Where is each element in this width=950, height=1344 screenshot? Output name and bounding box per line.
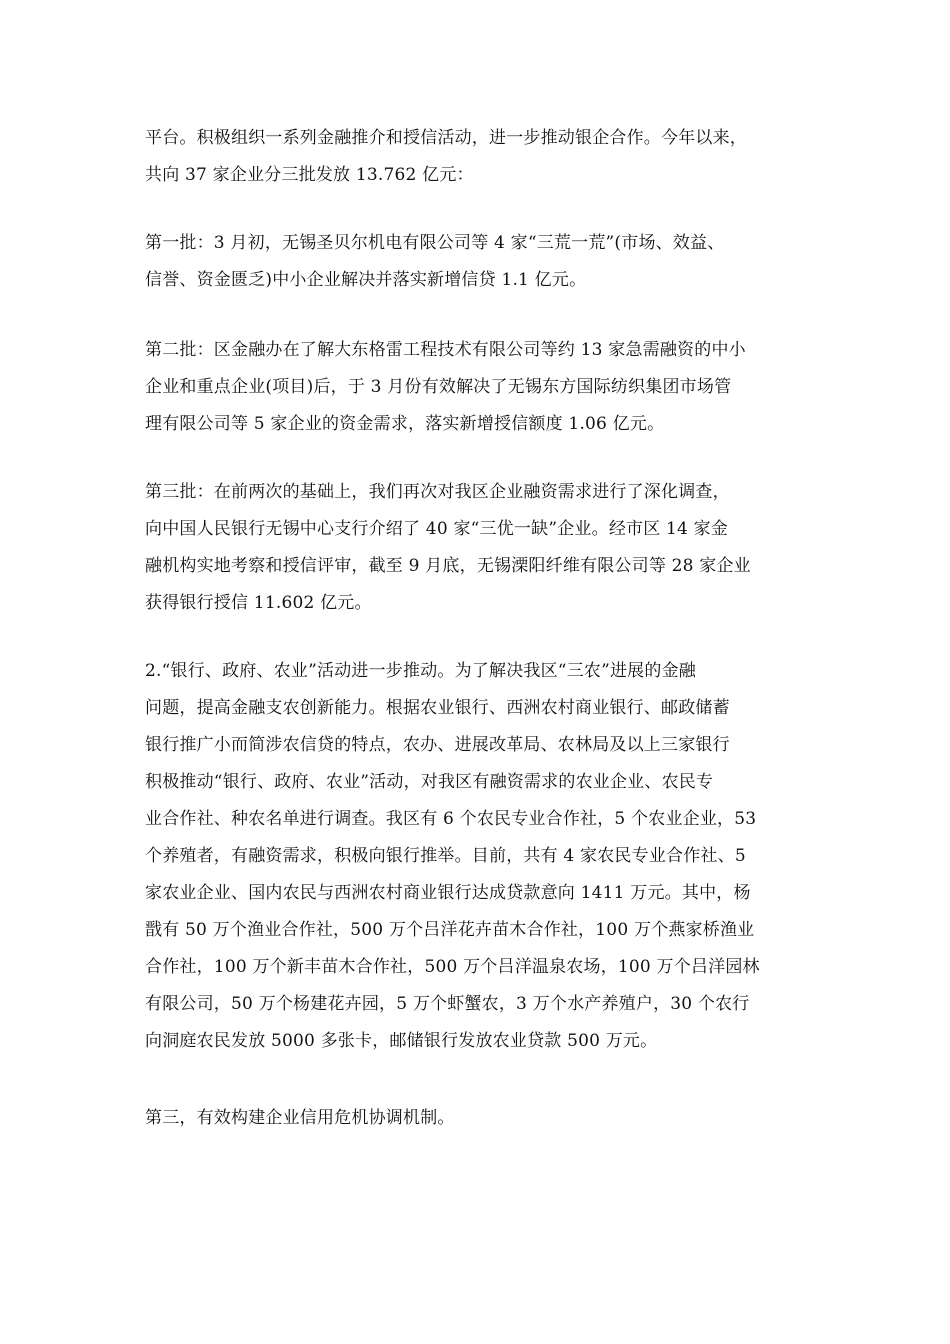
text-line: 理有限公司等 5 家企业的资金需求，落实新增授信额度 1.06 亿元。 (145, 414, 665, 434)
text-line: 向洞庭农民发放 5000 多张卡，邮储银行发放农业贷款 500 万元。 (145, 1031, 658, 1051)
text-line: 平台。积极组织一系列金融推介和授信活动，进一步推动银企合作。今年以来， (145, 128, 747, 148)
text-line: 向中国人民银行无锡中心支行介绍了 40 家“三优一缺”企业。经市区 14 家金 (145, 519, 729, 539)
text-line: 家农业企业、国内农民与西洲农村商业银行达成贷款意向 1411 万元。其中，杨 (145, 883, 751, 903)
text-line: 获得银行授信 11.602 亿元。 (145, 593, 372, 613)
text-line: 合作社，100 万个新丰苗木合作社，500 万个吕洋温泉农场，100 万个吕洋园林 (145, 957, 760, 977)
text-line: 有限公司，50 万个杨建花卉园，5 万个虾蟹农，3 万个水产养殖户，30 个农行 (145, 994, 750, 1014)
paragraph-intro (145, 120, 805, 194)
text-line: 第三批：在前两次的基础上，我们再次对我区企业融资需求进行了深化调查， (145, 482, 730, 502)
text-line: 积极推动“银行、政府、农业”活动，对我区有融资需求的农业企业、农民专 (145, 772, 714, 792)
paragraph-credit-crisis (145, 1100, 805, 1137)
text-line: 戬有 50 万个渔业合作社，500 万个吕洋花卉苗木合作社，100 万个燕家桥渔业 (145, 920, 755, 940)
text-line: 融机构实地考察和授信评审，截至 9 月底，无锡溧阳纤维有限公司等 28 家企业 (145, 556, 751, 576)
text-line: 第二批：区金融办在了解大东格雷工程技术有限公司等约 13 家急需融资的中小 (145, 340, 746, 360)
text-line: 第三，有效构建企业信用危机协调机制。 (145, 1108, 455, 1128)
text-line: 个养殖者，有融资需求，积极向银行推举。目前，共有 4 家农民专业合作社、5 (145, 846, 746, 866)
text-line: 企业和重点企业(项目)后，于 3 月份有效解决了无锡东方国际纺织集团市场管 (145, 377, 732, 397)
text-line: 信誉、资金匮乏)中小企业解决并落实新增信贷 1.1 亿元。 (145, 270, 587, 290)
text-line: 2.“银行、政府、农业”活动进一步推动。为了解决我区“三农”进展的金融 (145, 661, 696, 681)
text-line: 问题，提高金融支农创新能力。根据农业银行、西洲农村商业银行、邮政储蓄 (145, 698, 730, 718)
text-line: 共向 37 家企业分三批发放 13.762 亿元： (145, 165, 474, 185)
text-line: 第一批：3 月初，无锡圣贝尔机电有限公司等 4 家“三荒一荒”(市场、效益、 (145, 233, 725, 253)
paragraph-batch-one (145, 225, 805, 299)
paragraph-bank-government-agriculture (145, 653, 805, 1060)
text-line: 银行推广小而简涉农信贷的特点，农办、进展改革局、农林局及以上三家银行 (145, 735, 730, 755)
paragraph-batch-three (145, 474, 805, 622)
paragraph-batch-two (145, 332, 805, 443)
text-line: 业合作社、种农名单进行调查。我区有 6 个农民专业合作社，5 个农业企业，53 (145, 809, 757, 829)
